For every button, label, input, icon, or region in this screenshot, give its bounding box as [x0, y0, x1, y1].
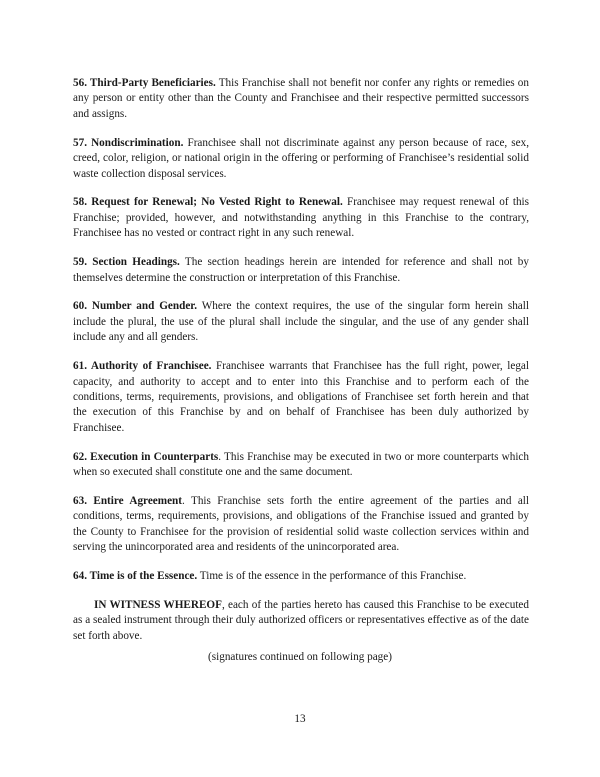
section-56	[73, 76, 529, 122]
section-heading: 59. Section Headings.	[73, 256, 180, 269]
section-57	[73, 136, 529, 182]
signature-continuation-note: (signatures continued on following page)	[208, 651, 392, 663]
section-text: Where the context requires, the use of the singular form herein shall include the plural, the use of the plural shall include the singular, and the use of any gender shall include any and all genders.	[73, 300, 529, 344]
section-58	[73, 195, 529, 241]
section-heading: 61. Authority of Franchisee.	[73, 360, 212, 373]
section-text: Time is of the essence in the performance of this Franchise.	[197, 570, 467, 583]
section-heading: 58. Request for Renewal; No Vested Right to Renewal.	[73, 196, 343, 209]
section-text: Franchisee warrants that Franchisee has the full right, power, legal capacity, and authority to accept and to enter into this Franchise and to perform each of the conditions, terms, requirements, provisions, and obligations of Franchisee set forth herein and that the execution of this Franchise by and on behalf of Franchisee has been duly authorized by Franchisee.	[73, 360, 529, 434]
section-text: Franchisee may request renewal of this Franchise; provided, however, and notwithstanding anything in this Franchise to the contrary, Franchisee has no vested or contract right in any such renewal.	[73, 196, 530, 240]
section-60	[73, 299, 529, 345]
section-64	[73, 569, 529, 584]
section-heading: 64. Time is of the Essence.	[73, 570, 198, 583]
section-59	[73, 255, 529, 286]
section-text: The section headings herein are intended for reference and shall not by themselves determine the construction or interpretation of this Franchise.	[73, 256, 529, 284]
section-62	[73, 450, 529, 481]
section-heading: 62. Execution in Counterparts	[73, 450, 219, 463]
section-63	[73, 494, 529, 556]
page-number: 13	[294, 713, 306, 725]
section-text: . This Franchise sets forth the entire agreement of the parties and all conditions, terms, requirements, provisions, and obligations of the Franchise issued and granted by the County to Franchisee for the provision of residential solid waste collection services within and serving the unincorporated area and residents of the unincorporated area.	[73, 495, 530, 554]
section-heading: 60. Number and Gender.	[73, 300, 198, 313]
section-heading: 63. Entire Agreement	[73, 495, 182, 508]
section-heading: 57. Nondiscrimination.	[73, 136, 184, 149]
witness-clause	[73, 598, 529, 644]
witness-text: , each of the parties hereto has caused this Franchise to be executed as a sealed instrument through their duly authorized officers or representatives effective as of the date set forth above.	[73, 599, 529, 642]
section-61	[73, 359, 529, 436]
section-text: Franchisee shall not discriminate against any person because of race, sex, creed, color, religion, or national origin in the offering or performing of Franchisee’s residential solid waste collection disposal services.	[73, 136, 530, 180]
witness-heading: IN WITNESS WHEREOF	[94, 599, 222, 612]
section-heading: 56. Third-Party Beneficiaries.	[73, 77, 216, 89]
document-body	[73, 76, 529, 658]
section-text: . This Franchise may be executed in two or more counterparts which when so executed shall constitute one and the same document.	[73, 450, 529, 479]
section-text: This Franchise shall not benefit nor confer any rights or remedies on any person or entity other than the County and Franchisee and their respective permitted successors and assigns.	[73, 77, 529, 120]
